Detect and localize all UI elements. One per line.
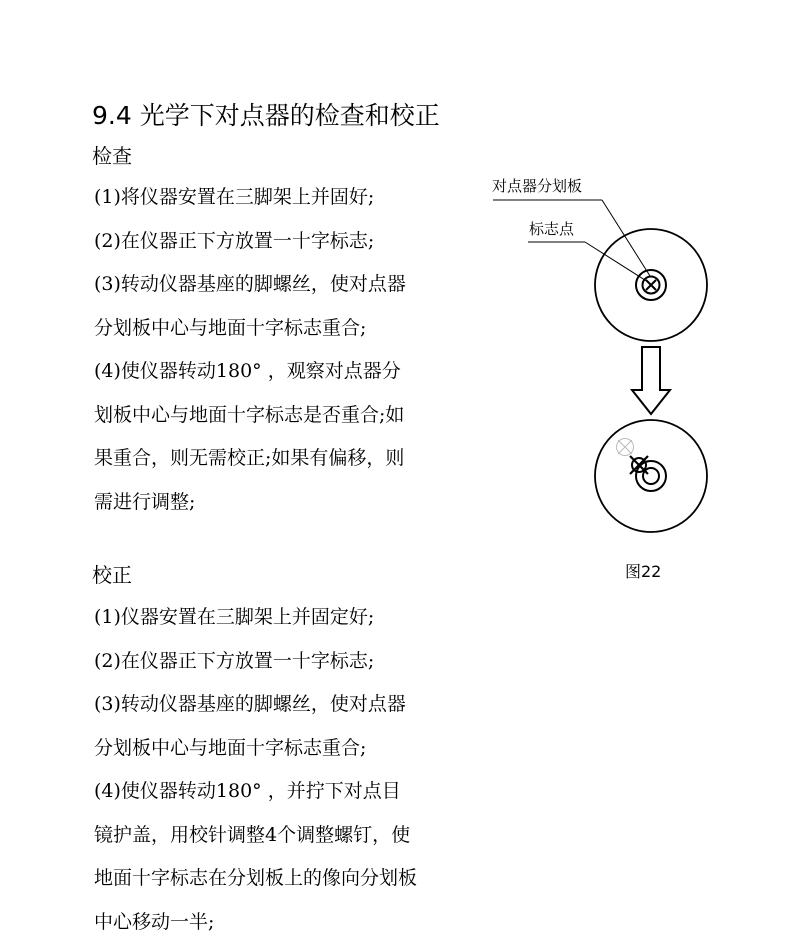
check-heading: 检查 bbox=[92, 144, 132, 168]
check-line: (1)将仪器安置在三脚架上并固好; bbox=[94, 186, 375, 208]
check-line: (4)使仪器转动180° ，观察对点器分 bbox=[94, 360, 401, 382]
check-line: (2)在仪器正下方放置一十字标志; bbox=[94, 229, 375, 252]
label-reticle: 对点器分划板 bbox=[492, 177, 583, 195]
correct-line: (4)使仪器转动180° ，并拧下对点目 bbox=[94, 780, 401, 802]
section-title: 9.4 光学下对点器的检查和校正 bbox=[92, 101, 440, 130]
correct-line: 中心移动一半; bbox=[94, 910, 215, 933]
correct-steps bbox=[94, 596, 464, 935]
correct-line: 镜护盖，用校针调整4个调整螺钉，使 bbox=[94, 823, 411, 846]
check-line: 划板中心与地面十字标志是否重合;如 bbox=[94, 403, 405, 426]
check-line: (3)转动仪器基座的脚螺丝，使对点器 bbox=[94, 273, 406, 295]
correct-heading: 校正 bbox=[92, 563, 132, 587]
correct-line: (1)仪器安置在三脚架上并固定好; bbox=[94, 606, 375, 628]
correct-line: 分划板中心与地面十字标志重合; bbox=[94, 736, 367, 759]
reticle-circle-bottom bbox=[595, 420, 707, 532]
figure-22 bbox=[470, 160, 790, 600]
correct-line: (2)在仪器正下方放置一十字标志; bbox=[94, 649, 375, 672]
correct-line: (3)转动仪器基座的脚螺丝，使对点器 bbox=[94, 693, 406, 715]
check-steps bbox=[94, 176, 464, 524]
check-line: 分划板中心与地面十字标志重合; bbox=[94, 316, 367, 339]
check-line: 需进行调整; bbox=[94, 490, 196, 513]
label-mark: 标志点 bbox=[529, 220, 575, 238]
leader-line-reticle-diag bbox=[602, 200, 650, 276]
down-arrow bbox=[632, 347, 670, 414]
reticle-diagram bbox=[470, 160, 790, 600]
figure-caption: 图22 bbox=[625, 562, 662, 581]
correct-line: 地面十字标志在分划板上的像向分划板 bbox=[94, 867, 418, 889]
check-line: 果重合，则无需校正;如果有偏移，则 bbox=[94, 447, 405, 469]
